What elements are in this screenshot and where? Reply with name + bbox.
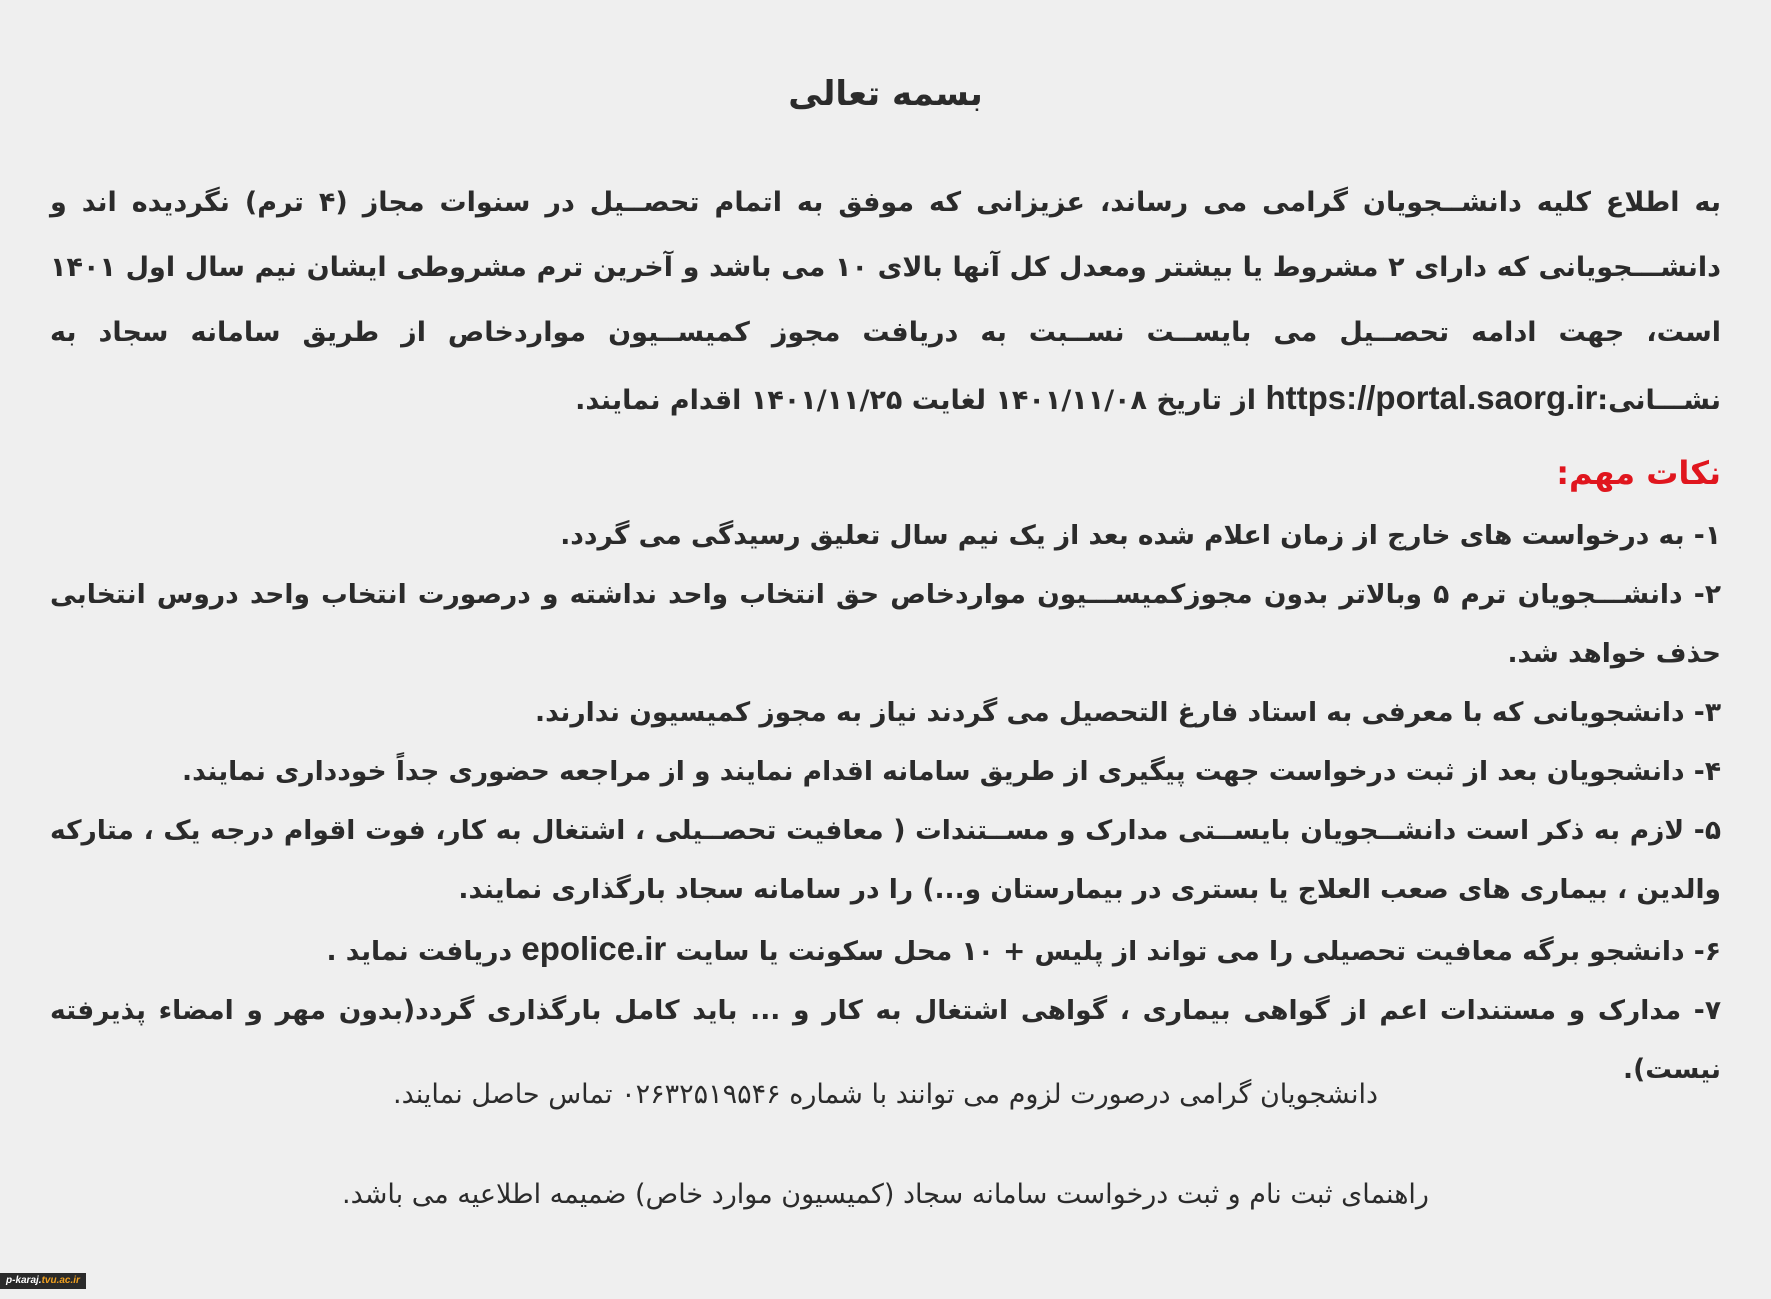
watermark-right: tvu.ac.ir (41, 1275, 80, 1286)
note-item-4: ۴- دانشجویان بعد از ثبت درخواست جهت پیگیری از طریق سامانه اقدام نمایند و از مراجعه حضوری جداً خودداری نمایند. (182, 756, 1721, 787)
intro-text-after-url: از تاریخ ۱۴۰۱/۱۱/۰۸ لغایت ۱۴۰۱/۱۱/۲۵ اقدام نمایند. (575, 385, 1266, 416)
note-item-5: ۵- لازم به ذکر است دانشــجویان بایســتی مدارک و مســتندات ( معافیت تحصــیلی ، اشتغال به کار، فوت اقوام درجه یک ، متارکه والدین ، بیماری های صعب العلاج یا بستری در بیمارستان و...) را در سامانه سجاد بارگذاری نمایند. (50, 815, 1721, 905)
note-6-text-after-site: دریافت نماید . (326, 936, 522, 967)
guide-line: راهنمای ثبت نام و ثبت درخواست سامانه سجاد (کمیسیون موارد خاص) ضمیمه اطلاعیه می باشد. (342, 1179, 1429, 1210)
note-item-7: ۷- مدارک و مستندات اعم از گواهی بیماری ، گواهی اشتغال به کار و ... باید کامل بارگذاری گردد(بدون مهر و امضاء پذیرفته نیست). (50, 995, 1721, 1085)
note-item-6 (50, 919, 1721, 981)
portal-url: https://portal.saorg.ir (1265, 379, 1598, 416)
document-title: بسمه تعالی (788, 74, 983, 114)
note-item-3: ۳- دانشجویانی که با معرفی به استاد فارغ التحصیل می گردند نیاز به مجوز کمیسیون ندارند. (535, 697, 1721, 728)
watermark-left: p-karaj. (6, 1275, 42, 1286)
contact-line: دانشجویان گرامی درصورت لزوم می توانند با شماره ۰۲۶۳۲۵۱۹۵۴۶ تماس حاصل نمایند. (392, 1079, 1379, 1110)
notes-list (50, 506, 1721, 1099)
note-item-1: ۱- به درخواست های خارج از زمان اعلام شده بعد از یک نیم سال تعلیق رسیدگی می گردد. (560, 520, 1721, 551)
notes-heading: نکات مهم: (1556, 454, 1721, 492)
intro-text-before-url: به اطلاع کلیه دانشــجویان گرامی می رساند، عزیزانی که موفق به اتمام تحصــیل در سنوات مجاز (۴ ترم) نگردیده اند و دانشـــجویانی که دارای ۲ مشروط یا بیشتر ومعدل کل آنها بالای ۱۰ می باشد و آخرین ترم مشروطی ایشان نیم سال اول ۱۴۰۱ است، جهت ادامه تحصــیل می بایســت نســبت به دریافت مجوز کمیســیون مواردخاص از طریق سامانه سجاد به نشـــانی: (50, 187, 1721, 416)
note-6-text-before-site: ۶- دانشجو برگه معافیت تحصیلی را می تواند از پلیس + ۱۰ محل سکونت یا سایت (666, 936, 1721, 967)
site-watermark (0, 1273, 86, 1289)
note-item-2: ۲- دانشـــجویان ترم ۵ وبالاتر بدون مجوزکمیســـیون مواردخاص حق انتخاب واحد نداشته و درصورت انتخاب واحد دروس انتخابی حذف خواهد شد. (50, 579, 1721, 669)
intro-paragraph (50, 170, 1721, 433)
epolice-site: epolice.ir (521, 930, 667, 967)
